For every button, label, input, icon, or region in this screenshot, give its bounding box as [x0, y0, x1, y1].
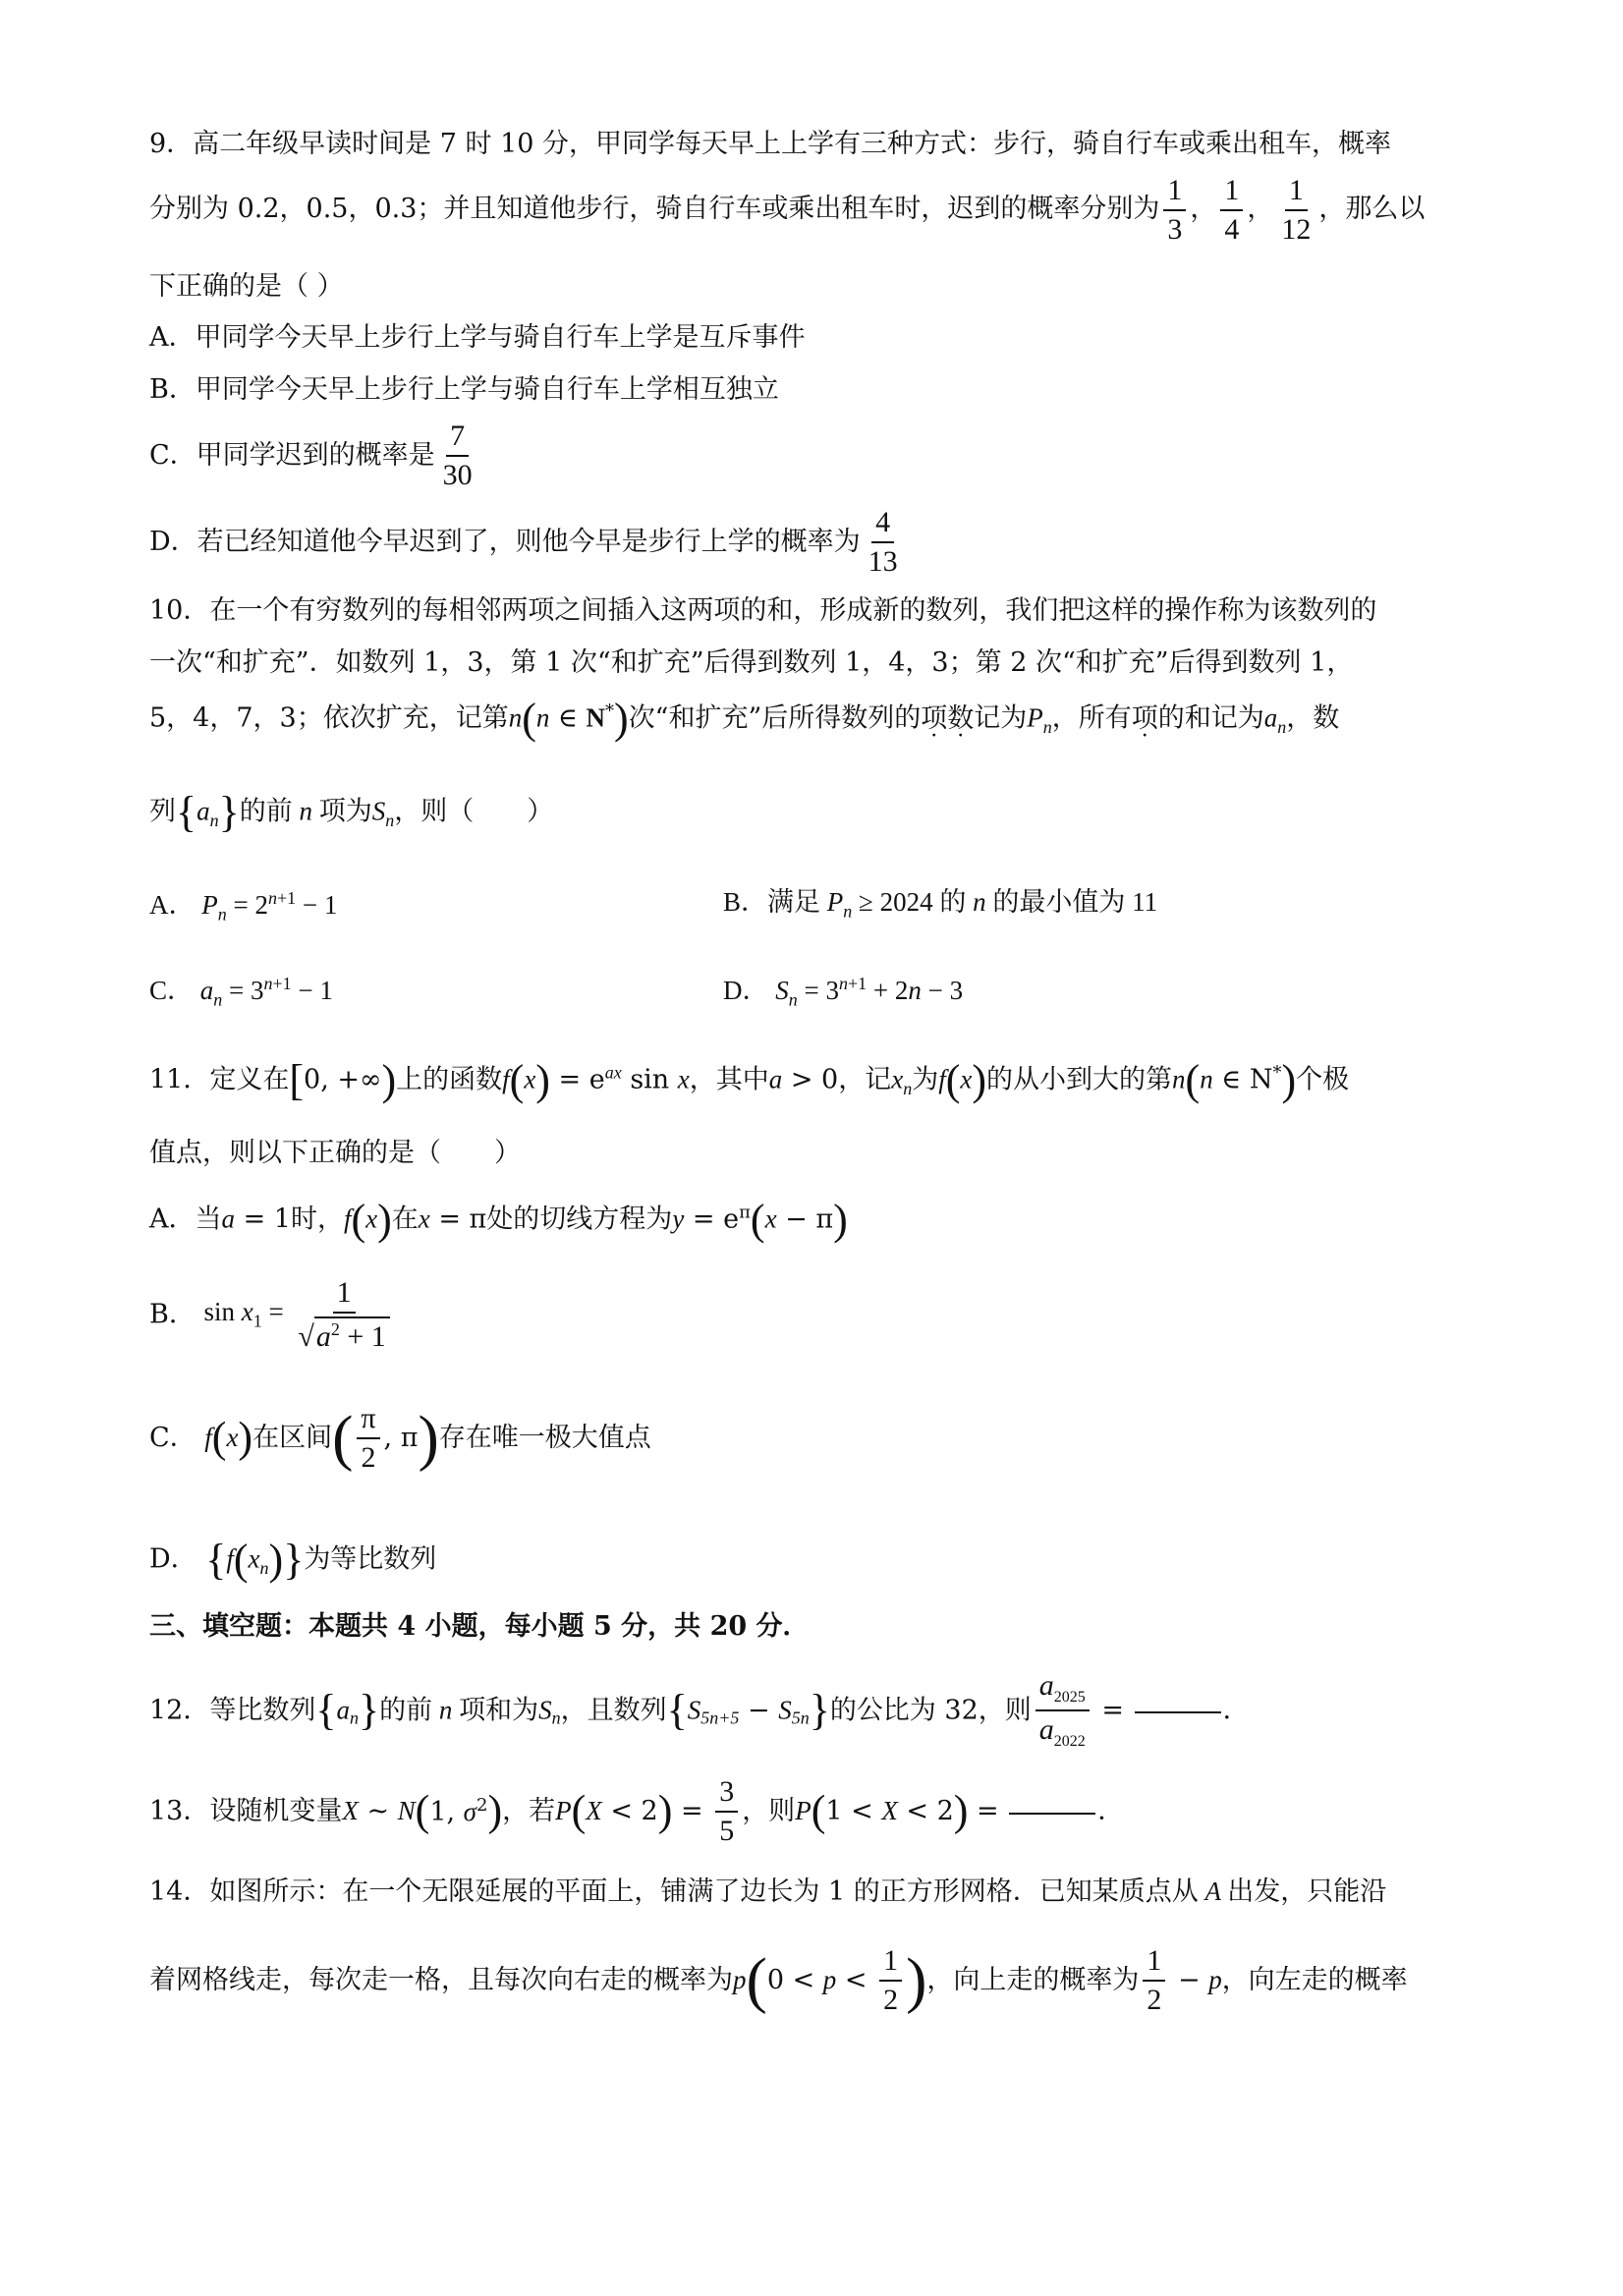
- q11-option-c: C． f(x)在区间( $\frac{\pi}{2}$ , π)存在唯一极大值点: [149, 1402, 651, 1474]
- q9-line-2-text: 分别为 0.2，0.5，0.3；并且知道他步行，骑自行车或乘出租车时，迟到的概率分别为: [149, 194, 1160, 224]
- q9-option-c: C．甲同学迟到的概率是 $\frac{7}{30}$: [149, 420, 480, 490]
- q11-option-a: A．当a = 1时，f(x)在x = π处的切线方程为$y = e^\pi(x - \pi)$: [149, 1196, 848, 1244]
- q11-option-d: D． $\{f(x_n)\}$为等比数列: [149, 1536, 437, 1584]
- q9-line-3: 下正确的是（ ）: [149, 271, 344, 302]
- q11-line-2: 值点，则以下正确的是（ ）: [149, 1138, 521, 1168]
- q9-option-d-fraction: $\frac{4}{13}$: [867, 506, 898, 578]
- q9-option-b: B．甲同学今天早上步行上学与骑自行车上学相互独立: [149, 374, 779, 405]
- q13-line: 13．设随机变量X ~ N(1, $\sigma^2$)，若P(X < 2) = $\frac{3}{5}$ ，则P(1 < X < 2) = ．: [149, 1775, 1125, 1847]
- q13-answer-blank[interactable]: [1009, 1809, 1095, 1815]
- q10-emphasis-xiangshu: 项数: [921, 702, 975, 734]
- q11-option-b: B． $\sin x_1$ = $\frac{1}{√a^2 + 1}$: [149, 1277, 398, 1352]
- q9-option-a: A．甲同学今天早上步行上学与骑自行车上学是互斥事件: [149, 322, 806, 353]
- q10-line-3: 5，4，7，3；依次扩充，记第n(n ∈ N*)次“和扩充”后所得数列的项数记为$P_n$，所有项的和记为$a_n$，数: [149, 695, 1340, 743]
- q9-fraction-2: $\frac{1}{4}$: [1220, 175, 1243, 245]
- q10-option-d: D． $S_n = 3^{n+1} + 2n - 3$: [723, 974, 964, 1010]
- q10-line-2: 一次“和扩充”．如数列 1，3，第 1 次“和扩充”后得到数列 1，4，3；第 2 次“和扩充”后得到数列 1，: [149, 647, 1354, 678]
- q10-option-c: C． $a_n = 3^{n+1} - 1$: [149, 974, 333, 1010]
- q11-option-b-fraction: $\frac{1}{√a^2 + 1}$: [294, 1277, 393, 1352]
- q9-fraction-1: $\frac{1}{3}$: [1163, 175, 1186, 245]
- q9-option-c-fraction: $\frac{7}{30}$: [442, 420, 473, 491]
- q9-fraction-3: $\frac{1}{12}$: [1281, 174, 1312, 246]
- q14-line-2: 着网格线走，每次走一格，且每次向右走的概率为p(0 < p < $\frac{1}{2}$ )，向上走的概率为 $\frac{1}{2}$ − p，向左走的概率: [149, 1944, 1408, 2016]
- section-3-heading: 三、填空题：本题共 4 小题，每小题 5 分，共 20 分．: [149, 1611, 810, 1642]
- q12-ratio-fraction: $\frac{a_{2025}}{a_{2022}}$: [1035, 1670, 1090, 1751]
- q11-line-1: 11．定义在[0, +∞)上的函数$f(x) = e^{ax}$ sin x，其中a > 0，记$x_n$为f(x)的从小到大的第n(n ∈ N*)个极: [149, 1056, 1350, 1104]
- q14-line-1: 14．如图所示：在一个无限延展的平面上，铺满了边长为 1 的正方形网格．已知某质点从 A 出发，只能沿: [149, 1876, 1387, 1907]
- q10-option-b: B．满足 $P_n \ge 2024$ 的 n 的最小值为 11: [723, 887, 1158, 922]
- q12-answer-blank[interactable]: [1135, 1708, 1221, 1713]
- q10-option-a: A． $P_n = 2^{n+1} - 1$: [149, 888, 338, 924]
- q12-line: 12．等比数列$\{a_n\}$的前 n 项和为$S_n$，且数列$\{S_{5n+5} - S_{5n}\}$的公比为 32，则 $\frac{a_{2025}}{a_{2022}}$ = ．: [149, 1669, 1250, 1750]
- q9-line-2: 分别为 0.2，0.5，0.3；并且知道他步行，骑自行车或乘出租车时，迟到的概率分别为 $\frac{1}{3}$ ， $\frac{1}{4}$ ， $\frac{1}{12}$ ，那么以: [149, 174, 1426, 246]
- q9-line-1: 9．高二年级早读时间是 7 时 10 分，甲同学每天早上上学有三种方式：步行，骑自行车或乘出租车，概率: [149, 129, 1392, 159]
- q10-line-4: 列$\{a_n\}$的前 n 项为$S_n$，则（ ）: [149, 788, 554, 836]
- q13-fraction: $\frac{3}{5}$: [715, 1776, 738, 1846]
- q10-line-1: 10．在一个有穷数列的每相邻两项之间插入这两项的和，形成新的数列，我们把这样的操作称为该数列的: [149, 595, 1377, 626]
- q9-option-d: D．若已经知道他今早迟到了，则他今早是步行上学的概率为 $\frac{4}{13}$: [149, 507, 906, 577]
